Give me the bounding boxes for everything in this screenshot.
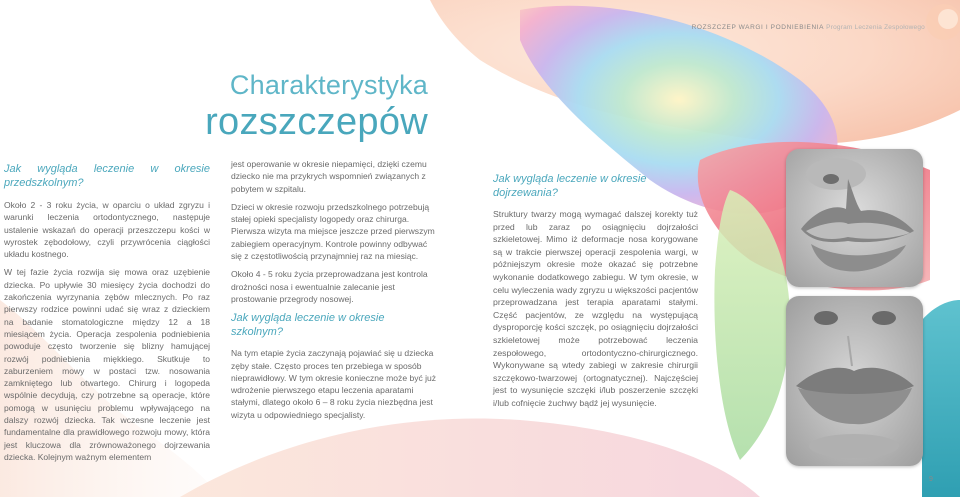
page-title-line1: Charakterystyka	[229, 70, 428, 100]
repaired-lip-photo	[786, 296, 923, 466]
running-header	[660, 24, 925, 31]
paragraph: Na tym etapie życia zaczynają pojawiać się u dziecka zęby stałe. Często proces ten przebiega w sposób nieprawidłowy. W tym okresie konieczne może być już wdrożenie pierwszego etapu leczenia aparatami stałymi, dlatego około 6 – 8 roku życia niezbędna jest wizyta u odpowiedniego specjalisty.	[231, 348, 437, 420]
section-heading-preschool: Jak wygląda leczenie w okresie przedszkolnym?	[4, 163, 210, 189]
page-title-line2: rozszczepów	[205, 101, 428, 143]
side-label	[922, 300, 960, 475]
text-column-2	[231, 158, 439, 427]
paragraph: Około 4 - 5 roku życia przeprowadzana jest kontrola drożności nosa i ewentualnie zalecanie jest prostowanie przegrody nosowej.	[231, 269, 428, 304]
section-heading-school: Jak wygląda leczenie w okresie szkolnym?	[231, 312, 385, 339]
text-column-1	[4, 162, 210, 469]
page-number: 9	[929, 476, 933, 483]
paragraph: jest operowanie w okresie niepamięci, dzięki czemu dziecko nie ma przykrych wspomnień związanych z pobytem w szpitalu.	[231, 159, 427, 194]
paragraph: Dzieci w okresie rozwoju przedszkolnego potrzebują stałej opieki specjalisty logopedy oraz chirurga. Pierwsza wizyta ma miejsce jeszcze przed pierwszym zabiegiem operacyjnym. Kontrole powinny odbywać się z częstotliwością przynajmniej raz na miesiąc.	[231, 201, 435, 262]
section-heading-adolescence: Jak wygląda leczenie w okresie dojrzewania?	[493, 173, 647, 199]
header-brand: ROZSZCZEP WARGI I PODNIEBIENIA	[691, 24, 824, 31]
text-column-3	[493, 172, 698, 416]
paragraph: Struktury twarzy mogą wymagać dalszej korekty tuż przed lub zaraz po osiągnięciu dojrzałości szkieletowej. Mimo iż deformacje nosa korygowane są w trakcie pierwszej operacji zespolenia wargi, w późniejszym okresie może okazać się potrzebne wykonanie dodatkowego zabiegu. W tym okresie, w celu wyleczenia wady zgryzu u większości pacjentów przeprowadzana jest terapia aparatami stałymi. Część pacjentów, ze względu na występującą dysproporcję kości szczęk, po osiągnięciu dojrzałości szkieletowej może potrzebować leczenia zespołowego, ortodontyczno-chirurgicznego. Wykonywane są wtedy zabiegi w zakresie chirurgii szczękowo-twarzowej (ortognatycznej). Najczęściej jest to wysunięcie szczęki i/lub poszerzenie szczęki i/lub cofnięcie żuchwy bądź jej wysunięcie.	[493, 209, 698, 408]
header-program: Program Leczenia Zespołowego	[826, 24, 925, 31]
paragraph: W tej fazie życia rozwija się mowa oraz uzębienie dziecka. Po upływie 30 miesięcy życia dochodzi do zakończenia wyrzynania zębów mlecznych. Po raz pierwszy rodzice powinni udać się wraz z dzieckiem na badanie stomatologiczne między 12 a 18 miesiącem życia. Operacja zespolenia podniebienia powoduje często tworzenie się blizny hamującej rozwój podniebienia miękkiego. Skutkuje to zaburzeniem mowy w postaci tzw. nosowania zamkniętego lub otwartego. Chirurg i logopeda wspólnie decydują, czy potrzebne są operacje, które pomogą w usunięciu problemu wpływającego na dalszy rozwój dziecka. Tak wczesne leczenie jest fundamentalne dla prawidłowego rozwoju mowy, która jest kluczowa dla zrównoważonego dojrzewania dziecka. Kolejnym ważnym elementem	[4, 267, 210, 462]
cleft-lip-photo	[786, 149, 923, 287]
paragraph: Około 2 - 3 roku życia, w oparciu o układ zgryzu i warunki leczenia ortodontycznego, następuje ustalenie wskazań do operacji przeszczepu kości w wyrostek zębodołowy, czyli przywrócenia ciągłości układu kostnego.	[4, 200, 210, 260]
